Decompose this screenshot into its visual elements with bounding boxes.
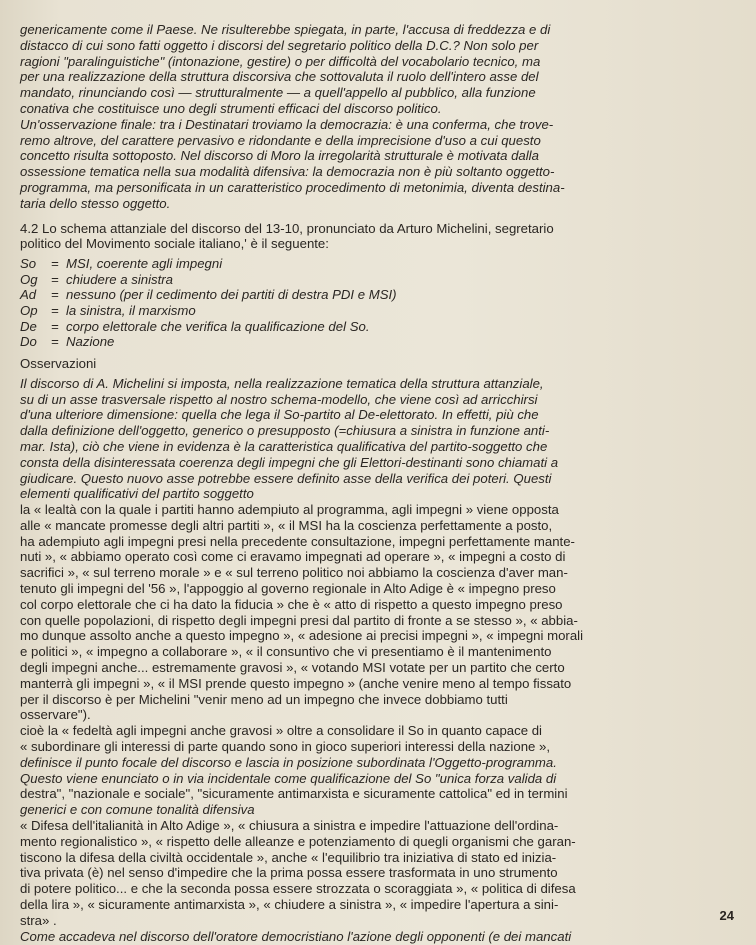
schema-value: chiudere a sinistra <box>66 271 174 287</box>
text-line: tiscono la difesa della civiltà occidentale », anche « l'equilibrio tra iniziativa di stato ed inizia- <box>20 849 557 865</box>
text-line: con quelle popolazioni, di rispetto degli impegni presi dal partito di fronte a se stesso », « abbia- <box>20 612 578 628</box>
text-line: generici e con comune tonalità difensiva <box>20 802 255 818</box>
text-line: « subordinare gli interessi di parte quando sono in gioco superiori interessi della nazione », <box>20 739 551 755</box>
schema-key: So <box>20 256 37 272</box>
text-line: ha adempiuto agli impegni presi nella precedente consultazione, impegni perfettamente mante- <box>20 533 575 549</box>
text-line: sacrifici », « sul terreno morale » e « sul terreno politico noi abbiamo la coscienza d'aver man- <box>20 565 568 581</box>
text-line: per il discorso è per Michelini "venir meno ad un impegno che invece dobbiamo tutti <box>20 691 508 707</box>
text-line: consta della disinteressata coerenza degli impegni che gli Elettori-destinanti sono chiamati a <box>20 454 559 470</box>
text-line: elementi qualificativi del partito soggetto <box>20 486 254 502</box>
text-line: col corpo elettorale che ci ha dato la fiducia » che è « atto di rispetto a questo impegno preso <box>20 596 563 612</box>
text-line: mento regionalistico », « rispetto delle alleanze e potenziamento di quegli organismi che garan- <box>20 833 576 849</box>
text-line: genericamente come il Paese. Ne risulterebbe spiegata, in parte, l'accusa di freddezza e di <box>20 22 551 37</box>
page-number: 24 <box>719 908 734 923</box>
text-line: mo dunque assolto anche a questo impegno », « adesione ai precisi impegni », « impegni morali <box>20 628 584 644</box>
text-line: destra", "nazionale e sociale", "sicuramente antimarxista e sicuramente cattolica" ed in termini <box>20 786 568 802</box>
schema-equals: = <box>51 318 59 334</box>
schema-equals: = <box>51 334 59 350</box>
observations-heading: Osservazioni <box>20 355 97 371</box>
text-line: Il discorso di A. Michelini si imposta, nella realizzazione tematica della struttura attanziale, <box>20 375 544 391</box>
text-line: d'una ulteriore dimensione: quella che lega il So-partito al De-elettorato. In effetti, più che <box>20 407 539 423</box>
schema-equals: = <box>51 271 59 287</box>
schema-key: Ad <box>20 287 37 303</box>
text-line: distacco di cui sono fatti oggetto i discorsi del segretario politico della D.C.? Non solo per <box>20 37 539 53</box>
schema-value: corpo elettorale che verifica la qualificazione del So. <box>66 318 370 334</box>
schema-row <box>20 319 716 335</box>
text-line: tiva privata (è) nel senso d'impedire che la prima possa essere trasformata in uno strumento <box>20 865 558 881</box>
schema-value: la sinistra, il marxismo <box>66 302 196 318</box>
text-line: per una realizzazione della struttura discorsiva che sottovaluta il ruolo dell'intero asse del <box>20 69 539 85</box>
text-line: conativa che costituisce uno degli strumenti efficaci del discorso politico. <box>20 100 442 116</box>
text-line: tenuto gli impegni del '56 », l'appoggio al governo regionale in Alto Adige è « impegno preso <box>20 581 556 597</box>
text-line: programma, ma personificata in un caratteristico procedimento di metonimia, diventa destina- <box>20 179 565 195</box>
paragraph-michelini-analysis <box>20 376 716 945</box>
text-line: politico del Movimento sociale italiano,' è il seguente: <box>20 236 329 252</box>
schema-row <box>20 287 716 303</box>
schema-value: Nazione <box>66 334 115 350</box>
text-line: alle « mancate promesse degli altri partiti », « il MSI ha la coscienza perfettamente a posto, <box>20 517 553 533</box>
text-line: concetto risulta sottoposto. Nel discorso di Moro la irregolarità strutturale è motivata dalla <box>20 148 539 164</box>
schema-value: MSI, coerente agli impegni <box>66 256 223 272</box>
text-line: dalla definizione dell'oggetto, generico o presupposto (=chiusura a sinistra in funzione anti- <box>20 423 550 439</box>
text-line: manterrà gli impegni », « il MSI prende questo impegno » (anche venire meno al tempo fissato <box>20 675 572 691</box>
text-line: stra» . <box>20 912 57 928</box>
text-line: la « lealtà con la quale i partiti hanno adempiuto al programma, agli impegni » viene opposta <box>20 502 559 518</box>
text-line: nuti », « abbiamo operato così come ci eravamo impegnati ad operare », « impegni a costo di <box>20 549 566 565</box>
text-line: Un'osservazione finale: tra i Destinatari troviamo la democrazia: è una conferma, che trove- <box>20 116 554 132</box>
text-line: giudicare. Questo nuovo asse potrebbe essere definito asse della verifica dei poteri. Questi <box>20 470 552 486</box>
text-line: degli impegni anche... estremamente gravosi », « votando MSI votate per un partito che certo <box>20 660 565 676</box>
schema-key: Do <box>20 334 37 350</box>
schema-key: Og <box>20 271 38 287</box>
text-line: ossessione tematica nella sua modalità difensiva: la democrazia non è più soltanto oggetto- <box>20 164 555 180</box>
schema-equals: = <box>51 287 59 303</box>
text-line: cioè la « fedeltà agli impegni anche gravosi » oltre a consolidare il So in quanto capace di <box>20 723 542 739</box>
text-line: mandato, rinunciando così — strutturalmente — a quell'appello al pubblico, alla funzione <box>20 85 536 101</box>
schema-row <box>20 303 716 319</box>
text-line: definisce il punto focale del discorso e lascia in posizione subordinata l'Oggetto-programma. <box>20 754 557 770</box>
actantial-schema <box>20 256 716 350</box>
section-4-2-intro <box>20 221 716 253</box>
text-line: Come accadeva nel discorso dell'oratore democristiano l'azione degli opponenti (e dei mancati <box>20 928 572 944</box>
text-line: osservare"). <box>20 707 91 723</box>
text-line: su di un asse trasversale rispetto al nostro schema-modello, che viene così ad arricchirsi <box>20 391 538 407</box>
text-line: mar. Ista), ciò che viene in evidenza è la caratteristica qualificativa del partito-soggetto che <box>20 438 548 454</box>
text-line: « Difesa dell'italianità in Alto Adige », « chiusura a sinistra e impedire l'attuazione dell'ordina- <box>20 818 559 834</box>
schema-row <box>20 334 716 350</box>
text-line: Questo viene enunciato o in via incidentale come qualificazione del So "unica forza valida di <box>20 770 557 786</box>
text-line: di potere politico... e che la seconda possa essere strozzata o scoraggiata », « politica di difesa <box>20 881 576 897</box>
text-line: ragioni "paralinguistiche" (intonazione, gestire) o per difficoltà del vocabolario tecnico, ma <box>20 53 541 69</box>
text-line: 4.2 Lo schema attanziale del discorso del 13-10, pronunciato da Arturo Michelini, segretario <box>20 220 554 236</box>
schema-equals: = <box>51 302 59 318</box>
schema-row <box>20 272 716 288</box>
text-line: e politici », « impegno a collaborare », « il consuntivo che vi presentiamo è il mantenimento <box>20 644 552 660</box>
schema-value: nessuno (per il cedimento dei partiti di destra PDI e MSI) <box>66 287 397 303</box>
paragraph-moro-analysis <box>20 22 716 212</box>
text-line: della lira », « sicuramente antimarxista », « chiudere a sinistra », « impedire l'apertura a sini- <box>20 897 559 913</box>
schema-key: De <box>20 318 37 334</box>
schema-key: Op <box>20 302 38 318</box>
text-line: remo altrove, del carattere pervasivo e ridondante e della imprecisione d'uso a cui questo <box>20 132 541 148</box>
text-line: taria dello stesso oggetto. <box>20 195 171 211</box>
schema-equals: = <box>51 256 59 272</box>
schema-row <box>20 256 716 272</box>
